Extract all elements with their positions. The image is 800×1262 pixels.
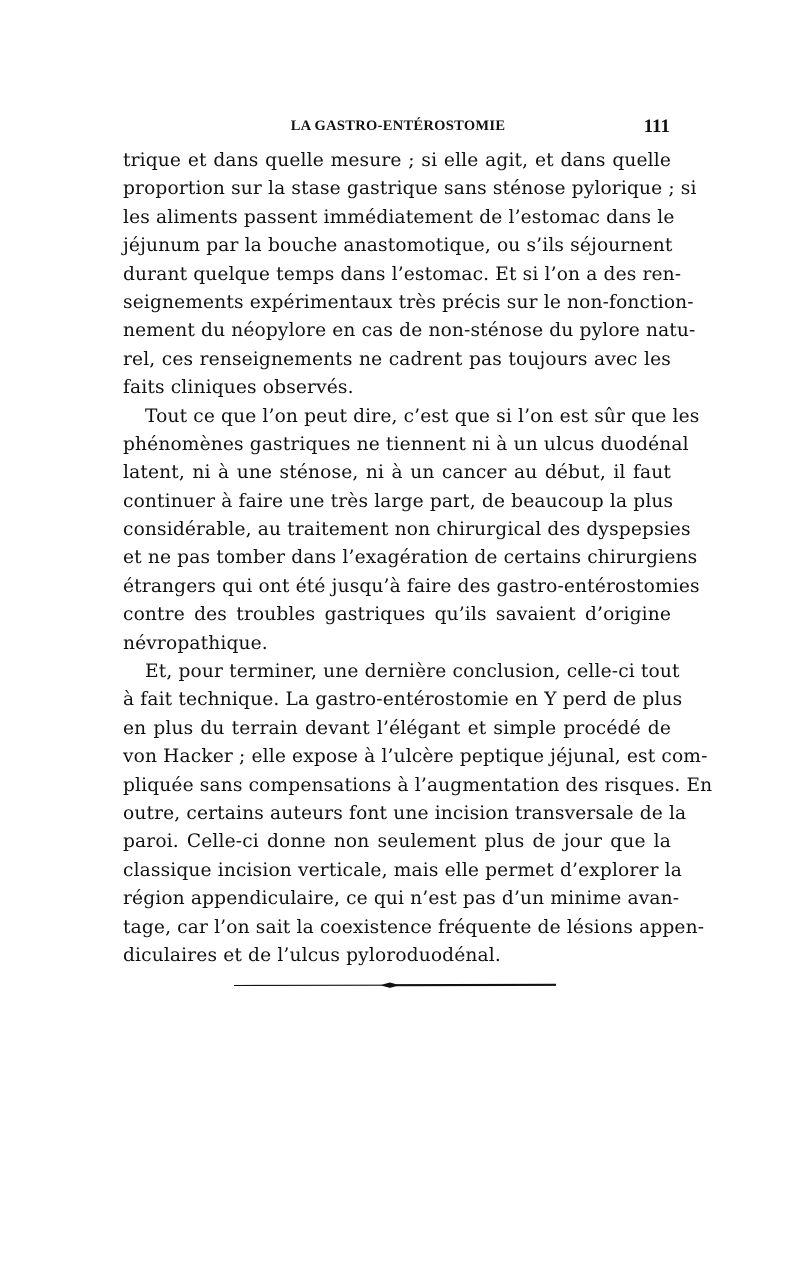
text-line: à fait technique. La gastro-entérostomie en Y perd de plus bbox=[123, 689, 683, 711]
text-line: faits cliniques observés. bbox=[123, 377, 354, 399]
text-line: pliquée sans compensations à l’augmentation des risques. En bbox=[123, 774, 713, 796]
text-line: von Hacker ; elle expose à l’ulcère peptique jéjunal, est com- bbox=[123, 746, 708, 768]
text-line: Et, pour terminer, une dernière conclusion, celle-ci tout bbox=[145, 661, 680, 683]
running-head bbox=[124, 116, 672, 140]
text-line: outre, certains auteurs font une incision transversale de la bbox=[123, 802, 687, 824]
text-line: en plus du terrain devant l’élégant et simple procédé de bbox=[123, 717, 671, 739]
text-line: névropathique. bbox=[123, 632, 268, 654]
text-line: contre des troubles gastriques qu’ils savaient d’origine bbox=[123, 604, 671, 626]
text-line: proportion sur la stase gastrique sans sténose pylorique ; si bbox=[123, 178, 697, 200]
text-line: seignements expérimentaux très précis sur le non-fonction- bbox=[123, 291, 694, 313]
text-line: diculaires et de l’ulcus pyloroduodénal. bbox=[123, 944, 501, 966]
text-line: Tout ce que l’on peut dire, c’est que si l’on est sûr que les bbox=[145, 405, 700, 427]
text-line: phénomènes gastriques ne tiennent ni à un ulcus duodénal bbox=[123, 433, 689, 455]
running-title: LA GASTRO-ENTÉROSTOMIE bbox=[290, 118, 506, 134]
text-line: nement du néopylore en cas de non-sténose du pylore natu- bbox=[123, 320, 696, 342]
text-line: étrangers qui ont été jusqu’à faire des gastro-entérostomies bbox=[123, 575, 700, 597]
text-line: continuer à faire une très large part, de beaucoup la plus bbox=[123, 490, 674, 512]
text-line: jéjunum par la bouche anastomotique, ou s’ils séjournent bbox=[123, 235, 673, 257]
page-number: 111 bbox=[643, 116, 670, 137]
text-line: durant quelque temps dans l’estomac. Et si l’on a des ren- bbox=[123, 263, 682, 285]
text-line: et ne pas tomber dans l’exagération de certains chirurgiens bbox=[123, 547, 698, 569]
text-line: tage, car l’on sait la coexistence fréquente de lésions appen- bbox=[123, 916, 705, 938]
text-line: classique incision verticale, mais elle permet d’explorer la bbox=[123, 859, 683, 881]
text-line: rel, ces renseignements ne cadrent pas toujours avec les bbox=[123, 348, 671, 370]
text-line: trique et dans quelle mesure ; si elle agit, et dans quelle bbox=[123, 150, 671, 171]
text-line: région appendiculaire, ce qui n’est pas d’un minime avan- bbox=[123, 888, 680, 910]
text-line: paroi. Celle-ci donne non seulement plus de jour que la bbox=[123, 831, 671, 853]
text-line: les aliments passent immédiatement de l’estomac dans le bbox=[123, 206, 675, 228]
end-ornament-rule bbox=[234, 980, 556, 990]
text-line: considérable, au traitement non chirurgical des dyspepsies bbox=[123, 519, 691, 541]
body-text bbox=[123, 147, 713, 970]
text-line: latent, ni à une sténose, ni à un cancer au début, il faut bbox=[123, 462, 671, 484]
